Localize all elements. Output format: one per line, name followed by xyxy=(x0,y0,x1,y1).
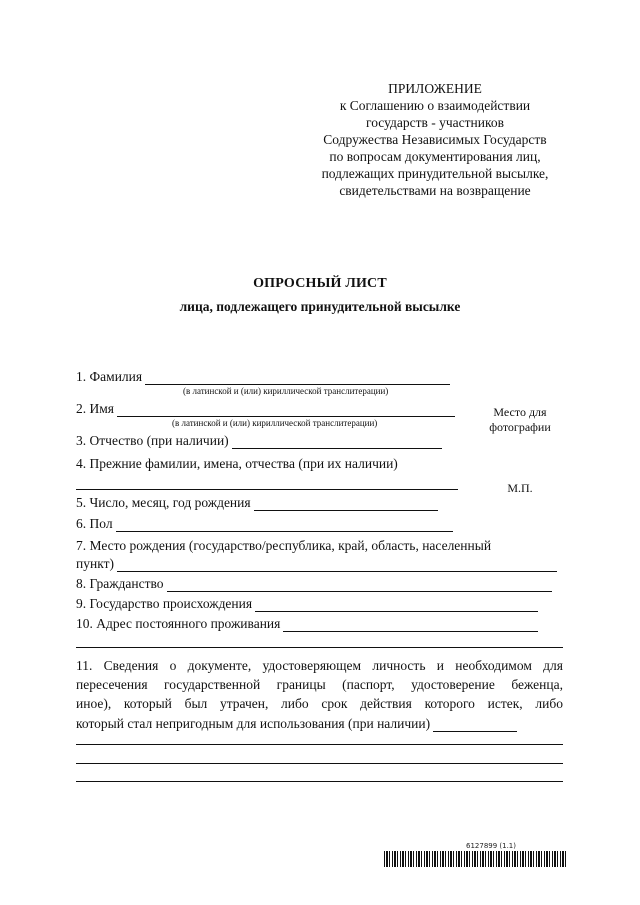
field-citizenship xyxy=(76,576,552,592)
appendix-line: к Соглашению о взаимодействии xyxy=(339,98,531,113)
appendix-line: Содружества Независимых Государств xyxy=(323,132,547,147)
address-input-line-2[interactable] xyxy=(76,647,563,648)
field-birthplace-cont xyxy=(76,556,557,572)
document-info-last xyxy=(76,716,517,732)
field-patronymic xyxy=(76,433,442,449)
document-info-input-line[interactable] xyxy=(76,763,563,764)
document-info-line xyxy=(76,675,563,694)
name-input-line[interactable] xyxy=(117,403,455,417)
word: о xyxy=(169,658,177,673)
photo-label-2: фотографии xyxy=(489,420,551,434)
document-info-line xyxy=(76,694,563,713)
field-address xyxy=(76,616,538,632)
word: либо xyxy=(535,696,563,711)
word: удостоверение xyxy=(411,677,495,692)
birthplace-input-line[interactable] xyxy=(117,558,557,572)
appendix-line: по вопросам документирования лиц, xyxy=(329,149,541,164)
word: срок xyxy=(321,696,348,711)
field-birthplace xyxy=(76,538,563,554)
field-patronymic-label: 3. Отчество (при наличии) xyxy=(76,433,229,448)
word: пересечения xyxy=(76,677,148,692)
barcode xyxy=(384,851,566,867)
photo-label-1: Место для xyxy=(493,405,547,419)
field-citizenship-label: 8. Гражданство xyxy=(76,576,164,591)
word: (паспорт, xyxy=(342,677,395,692)
form-title: ОПРОСНЫЙ ЛИСТ xyxy=(253,276,387,291)
word: действия xyxy=(360,696,412,711)
field-surname-label: 1. Фамилия xyxy=(76,369,143,384)
word: был xyxy=(184,696,208,711)
word: утрачен, xyxy=(219,696,269,711)
birth-date-input-line[interactable] xyxy=(254,497,438,511)
name-hint: (в латинской и (или) кириллической транслитерации) xyxy=(172,418,378,428)
word: беженца, xyxy=(511,677,563,692)
address-input-line[interactable] xyxy=(283,618,538,632)
former-names-input-line[interactable] xyxy=(76,489,458,490)
field-birthplace-label-cont: пункт) xyxy=(76,556,114,571)
field-birth-date xyxy=(76,495,438,511)
surname-hint: (в латинской и (или) кириллической транслитерации) xyxy=(183,386,389,396)
field-sex-label: 6. Пол xyxy=(76,516,113,531)
sex-input-line[interactable] xyxy=(116,518,453,532)
word: который xyxy=(123,696,172,711)
document-info-input-line[interactable] xyxy=(76,781,563,782)
document-info-line xyxy=(76,656,563,675)
appendix-line: свидетельствами на возвращение xyxy=(339,183,531,198)
field-name-label: 2. Имя xyxy=(76,401,115,416)
appendix-header xyxy=(300,80,570,199)
citizenship-input-line[interactable] xyxy=(167,578,552,592)
stamp-label: М.П. xyxy=(507,481,533,495)
field-address-label: 10. Адрес постоянного проживания xyxy=(76,616,281,631)
appendix-title: ПРИЛОЖЕНИЕ xyxy=(388,81,482,96)
document-info-input-line[interactable] xyxy=(433,718,517,732)
document-info-input-line[interactable] xyxy=(76,744,563,745)
appendix-line: подлежащих принудительной высылке, xyxy=(321,166,549,181)
word: границы xyxy=(276,677,326,692)
word: документе, xyxy=(187,658,252,673)
word: необходимом xyxy=(455,658,532,673)
word: иное), xyxy=(76,696,112,711)
document-info-paragraph xyxy=(76,656,563,713)
field-birth-date-label: 5. Число, месяц, год рождения xyxy=(76,495,251,510)
field-sex xyxy=(76,516,453,532)
field-former-names-label: 4. Прежние фамилии, имена, отчества (при их наличии) xyxy=(76,456,398,471)
surname-input-line[interactable] xyxy=(145,371,450,385)
patronymic-input-line[interactable] xyxy=(232,435,442,449)
field-origin-state xyxy=(76,596,538,612)
field-former-names xyxy=(76,456,398,472)
field-surname xyxy=(76,369,450,385)
word: 11. xyxy=(76,658,93,673)
word: которого xyxy=(424,696,475,711)
barcode-number: 6127899 (1.1) xyxy=(466,842,516,850)
origin-state-input-line[interactable] xyxy=(255,598,538,612)
appendix-line: государств - участников xyxy=(366,115,504,130)
word: для xyxy=(543,658,563,673)
word: удостоверяющем xyxy=(262,658,362,673)
form-subtitle: лица, подлежащего принудительной высылке xyxy=(179,299,461,314)
word: государственной xyxy=(164,677,261,692)
word: либо xyxy=(281,696,309,711)
word: истек, xyxy=(487,696,523,711)
field-origin-state-label: 9. Государство происхождения xyxy=(76,596,253,611)
word: личность xyxy=(372,658,426,673)
field-name xyxy=(76,401,455,417)
word: и xyxy=(436,658,444,673)
document-info-line: который стал непригодным для использования (при наличии) xyxy=(76,716,431,731)
field-birthplace-label: 7. Место рождения (государство/республика, край, область, населенный xyxy=(76,538,492,553)
word: Сведения xyxy=(103,658,159,673)
